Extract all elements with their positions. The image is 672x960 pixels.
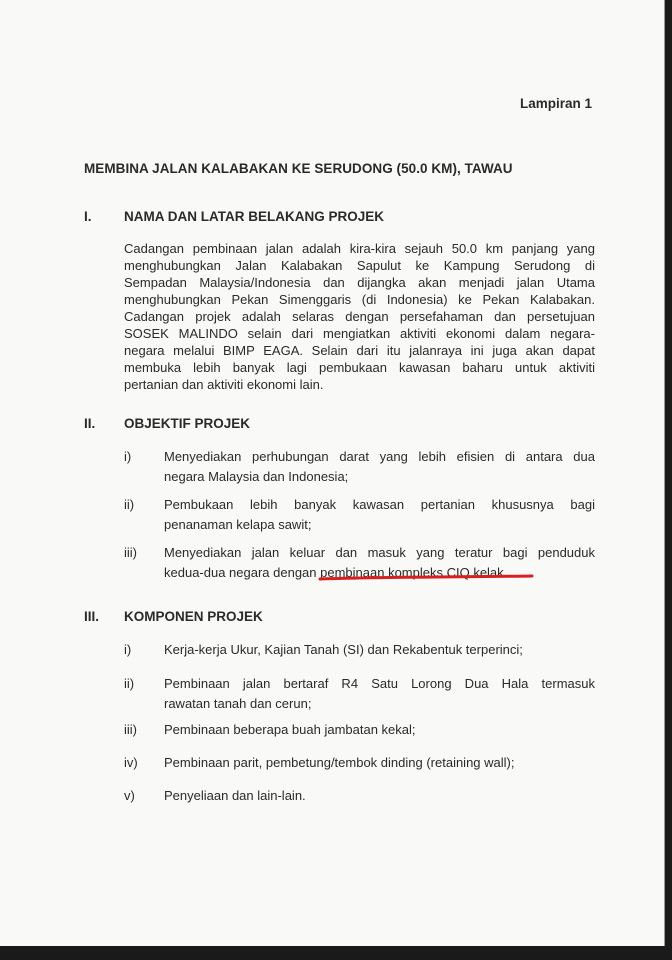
section-1-heading: NAMA DAN LATAR BELAKANG PROJEK [124, 209, 384, 224]
objective-2-text [164, 495, 595, 535]
paragraph-line: Sempadan Malaysia/Indonesia dan dijangka akan menjadi jalan Utama [124, 275, 595, 290]
objective-3-number: iii) [124, 545, 137, 560]
list-item-line: Pembinaan jalan bertaraf R4 Satu Lorong Dua Hala termasuk [164, 676, 595, 691]
objective-1-text [164, 447, 595, 487]
list-item-line: negara Malaysia dan Indonesia; [164, 469, 349, 484]
section-1-paragraph [124, 240, 595, 393]
paragraph-line: Cadangan pembinaan jalan adalah kira-kira sejauh 50.0 km panjang yang [124, 241, 595, 256]
component-3-text [164, 720, 595, 740]
section-2-number: II. [84, 416, 96, 431]
paragraph-line: negara melalui BIMP EAGA. Selain dari itu jalanraya ini juga akan dapat [124, 343, 595, 358]
component-4-number: iv) [124, 755, 138, 770]
list-item-line: Menyediakan perhubungan darat yang lebih efisien di antara dua [164, 449, 595, 464]
list-item-line: Pembukaan lebih banyak kawasan pertanian khususnya bagi [164, 497, 595, 512]
section-3-number: III. [84, 609, 100, 624]
component-1-number: i) [124, 642, 132, 657]
section-3-heading: KOMPONEN PROJEK [124, 609, 263, 624]
list-item-line: Pembinaan parit, pembetung/tembok dinding (retaining wall); [164, 755, 515, 770]
list-item-line: Menyediakan jalan keluar dan masuk yang teratur bagi penduduk [164, 545, 595, 560]
objective-2-number: ii) [124, 497, 135, 512]
section-2-heading: OBJEKTIF PROJEK [124, 416, 251, 431]
paragraph-line: pertanian dan aktiviti ekonomi lain. [124, 377, 324, 392]
paragraph-line: membuka lebih banyak lagi pembukaan kawasan baharu untuk aktiviti [124, 360, 595, 375]
list-item-line: kedua-dua negara dengan pembinaan kompleks CIQ kelak. [164, 565, 508, 580]
section-1-number: I. [84, 209, 92, 224]
component-2-text [164, 674, 595, 714]
list-item-line: Kerja-kerja Ukur, Kajian Tanah (SI) dan Rekabentuk terperinci; [164, 642, 523, 657]
component-3-number: iii) [124, 722, 137, 737]
document-title: MEMBINA JALAN KALABAKAN KE SERUDONG (50.0 KM), TAWAU [84, 161, 513, 176]
paragraph-line: SOSEK MALINDO selain dari mengiatkan aktiviti ekonomi dalam negara- [124, 326, 595, 341]
list-item-line: rawatan tanah dan cerun; [164, 696, 312, 711]
list-item-line: penanaman kelapa sawit; [164, 517, 312, 532]
component-5-text [164, 786, 595, 806]
component-1-text [164, 640, 595, 660]
list-item-line: Penyeliaan dan lain-lain. [164, 788, 306, 803]
annex-label: Lampiran 1 [519, 96, 592, 111]
list-item-line: Pembinaan beberapa buah jambatan kekal; [164, 722, 416, 737]
paragraph-line: Cadangan projek adalah selaras dengan persefahaman dan persetujuan [124, 309, 595, 324]
paragraph-line: menghubungkan Pekan Simenggaris (di Indonesia) ke Pekan Kalabakan. [124, 292, 595, 307]
component-5-number: v) [124, 788, 135, 803]
paragraph-line: menghubungkan Jalan Kalabakan Sapulut ke Kampung Serudong di [124, 258, 595, 273]
objective-1-number: i) [124, 449, 132, 464]
component-2-number: ii) [124, 676, 135, 691]
component-4-text [164, 753, 595, 773]
red-underline-annotation [318, 574, 534, 584]
